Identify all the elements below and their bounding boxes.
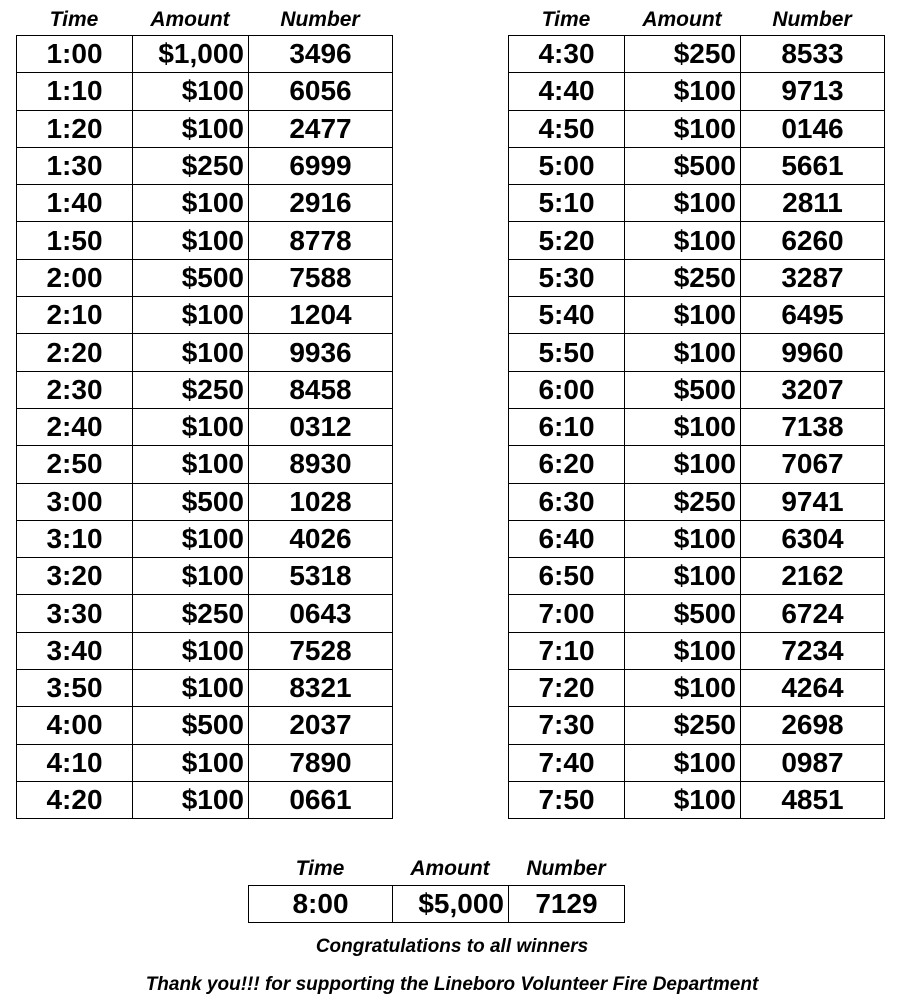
right-amount-cell: $250 (625, 36, 741, 73)
left-number-cell: 0643 (249, 595, 393, 632)
right-amount-cell: $100 (625, 632, 741, 669)
right-number-cell: 6495 (741, 297, 885, 334)
right-time-cell: 5:00 (509, 147, 625, 184)
left-number-cell: 2037 (249, 707, 393, 744)
grand-header-number: Number (526, 857, 606, 880)
left-amount-cell: $100 (133, 185, 249, 222)
right-amount-cell: $250 (625, 259, 741, 296)
left-number-cell: 3496 (249, 36, 393, 73)
right-time-cell: 5:40 (509, 297, 625, 334)
left-time-cell: 3:20 (17, 558, 133, 595)
right-time-cell: 5:10 (509, 185, 625, 222)
left-amount-cell: $250 (133, 595, 249, 632)
left-number-cell: 9936 (249, 334, 393, 371)
right-amount-cell: $100 (625, 334, 741, 371)
left-number-cell: 1028 (249, 483, 393, 520)
left-time-cell: 1:40 (17, 185, 133, 222)
right-amount-cell: $100 (625, 73, 741, 110)
right-number-cell: 0146 (741, 110, 885, 147)
left-number-cell: 8321 (249, 670, 393, 707)
left-table-row (17, 520, 393, 557)
grand-time-cell: 8:00 (249, 886, 393, 923)
left-amount-cell: $100 (133, 558, 249, 595)
left-time-cell: 2:00 (17, 259, 133, 296)
right-table-row (509, 222, 885, 259)
left-table-row (17, 558, 393, 595)
left-amount-cell: $100 (133, 334, 249, 371)
left-number-cell: 4026 (249, 520, 393, 557)
left-time-cell: 2:20 (17, 334, 133, 371)
right-table-row (509, 595, 885, 632)
left-amount-cell: $100 (133, 73, 249, 110)
right-amount-cell: $500 (625, 595, 741, 632)
right-number-cell: 7234 (741, 632, 885, 669)
right-table-row (509, 520, 885, 557)
right-number-cell: 5661 (741, 147, 885, 184)
left-number-cell: 7588 (249, 259, 393, 296)
left-time-cell: 4:10 (17, 744, 133, 781)
right-table-row (509, 371, 885, 408)
left-time-cell: 3:40 (17, 632, 133, 669)
right-header-amount: Amount (642, 8, 722, 31)
right-time-cell: 7:00 (509, 595, 625, 632)
right-time-cell: 5:30 (509, 259, 625, 296)
right-header-number: Number (772, 8, 852, 31)
right-amount-cell: $100 (625, 408, 741, 445)
right-amount-cell: $100 (625, 781, 741, 818)
left-time-cell: 2:50 (17, 446, 133, 483)
right-table-row (509, 334, 885, 371)
right-amount-cell: $500 (625, 371, 741, 408)
left-time-cell: 2:30 (17, 371, 133, 408)
right-time-cell: 5:50 (509, 334, 625, 371)
right-header-time: Time (541, 8, 591, 31)
right-number-cell: 9713 (741, 73, 885, 110)
left-amount-cell: $100 (133, 632, 249, 669)
right-number-cell: 6724 (741, 595, 885, 632)
right-number-cell: 9741 (741, 483, 885, 520)
right-table-row (509, 446, 885, 483)
right-number-cell: 4851 (741, 781, 885, 818)
right-table-row (509, 297, 885, 334)
left-amount-cell: $250 (133, 371, 249, 408)
grand-prize-row (249, 886, 625, 923)
left-number-cell: 2477 (249, 110, 393, 147)
left-number-cell: 7890 (249, 744, 393, 781)
left-number-cell: 8930 (249, 446, 393, 483)
left-table-row (17, 595, 393, 632)
congrats-text: Congratulations to all winners (315, 936, 589, 957)
left-table-row (17, 185, 393, 222)
left-header-number: Number (280, 8, 360, 31)
left-amount-cell: $100 (133, 520, 249, 557)
left-table-row (17, 371, 393, 408)
right-number-cell: 0987 (741, 744, 885, 781)
right-table-row (509, 36, 885, 73)
right-number-cell: 7138 (741, 408, 885, 445)
left-winners-table (16, 35, 393, 819)
right-number-cell: 4264 (741, 670, 885, 707)
left-number-cell: 6999 (249, 147, 393, 184)
left-header-amount: Amount (150, 8, 230, 31)
right-number-cell: 6260 (741, 222, 885, 259)
left-table-row (17, 483, 393, 520)
grand-number-cell: 7129 (509, 886, 625, 923)
right-amount-cell: $100 (625, 297, 741, 334)
grand-amount-cell: $5,000 (393, 886, 509, 923)
right-time-cell: 4:50 (509, 110, 625, 147)
right-amount-cell: $100 (625, 520, 741, 557)
left-table-row (17, 297, 393, 334)
left-number-cell: 0661 (249, 781, 393, 818)
right-number-cell: 2162 (741, 558, 885, 595)
left-time-cell: 3:10 (17, 520, 133, 557)
left-table-row (17, 670, 393, 707)
right-time-cell: 6:10 (509, 408, 625, 445)
left-time-cell: 1:30 (17, 147, 133, 184)
right-time-cell: 7:30 (509, 707, 625, 744)
right-table-row (509, 147, 885, 184)
right-number-cell: 6304 (741, 520, 885, 557)
right-table-row (509, 110, 885, 147)
left-number-cell: 8458 (249, 371, 393, 408)
left-time-cell: 1:20 (17, 110, 133, 147)
left-amount-cell: $100 (133, 446, 249, 483)
left-table-row (17, 446, 393, 483)
left-time-cell: 1:50 (17, 222, 133, 259)
right-time-cell: 7:20 (509, 670, 625, 707)
right-number-cell: 7067 (741, 446, 885, 483)
right-amount-cell: $100 (625, 185, 741, 222)
right-time-cell: 6:20 (509, 446, 625, 483)
right-table-row (509, 259, 885, 296)
left-amount-cell: $250 (133, 147, 249, 184)
right-amount-cell: $100 (625, 446, 741, 483)
grand-header-amount: Amount (410, 857, 490, 880)
left-table-row (17, 707, 393, 744)
left-amount-cell: $500 (133, 259, 249, 296)
right-amount-cell: $100 (625, 222, 741, 259)
left-time-cell: 2:10 (17, 297, 133, 334)
right-time-cell: 6:00 (509, 371, 625, 408)
left-time-cell: 4:20 (17, 781, 133, 818)
right-amount-cell: $250 (625, 483, 741, 520)
left-table-row (17, 781, 393, 818)
right-amount-cell: $100 (625, 558, 741, 595)
grand-header-time: Time (295, 857, 345, 880)
right-time-cell: 6:30 (509, 483, 625, 520)
right-amount-cell: $100 (625, 670, 741, 707)
left-amount-cell: $100 (133, 297, 249, 334)
right-table-row (509, 483, 885, 520)
right-table-row (509, 707, 885, 744)
left-amount-cell: $1,000 (133, 36, 249, 73)
right-winners-table (508, 35, 885, 819)
right-time-cell: 7:10 (509, 632, 625, 669)
left-time-cell: 1:00 (17, 36, 133, 73)
right-amount-cell: $100 (625, 744, 741, 781)
left-number-cell: 2916 (249, 185, 393, 222)
right-amount-cell: $250 (625, 707, 741, 744)
left-table-row (17, 222, 393, 259)
right-table-row (509, 408, 885, 445)
left-amount-cell: $100 (133, 781, 249, 818)
left-time-cell: 2:40 (17, 408, 133, 445)
left-amount-cell: $100 (133, 744, 249, 781)
right-number-cell: 8533 (741, 36, 885, 73)
left-time-cell: 3:50 (17, 670, 133, 707)
right-number-cell: 3287 (741, 259, 885, 296)
right-table-row (509, 185, 885, 222)
left-table-row (17, 259, 393, 296)
right-time-cell: 6:40 (509, 520, 625, 557)
right-number-cell: 9960 (741, 334, 885, 371)
right-time-cell: 5:20 (509, 222, 625, 259)
right-time-cell: 7:50 (509, 781, 625, 818)
left-number-cell: 6056 (249, 73, 393, 110)
right-time-cell: 4:40 (509, 73, 625, 110)
left-time-cell: 4:00 (17, 707, 133, 744)
right-time-cell: 4:30 (509, 36, 625, 73)
left-table-row (17, 408, 393, 445)
right-table-row (509, 558, 885, 595)
right-number-cell: 2811 (741, 185, 885, 222)
left-table-row (17, 73, 393, 110)
right-number-cell: 3207 (741, 371, 885, 408)
left-amount-cell: $100 (133, 408, 249, 445)
grand-prize-table (248, 885, 625, 923)
left-table-row (17, 147, 393, 184)
left-table-row (17, 110, 393, 147)
left-time-cell: 1:10 (17, 73, 133, 110)
left-table-row (17, 36, 393, 73)
left-amount-cell: $500 (133, 707, 249, 744)
right-table-row (509, 670, 885, 707)
left-number-cell: 1204 (249, 297, 393, 334)
left-table-row (17, 632, 393, 669)
left-amount-cell: $100 (133, 222, 249, 259)
right-table-row (509, 781, 885, 818)
left-number-cell: 8778 (249, 222, 393, 259)
left-number-cell: 0312 (249, 408, 393, 445)
left-time-cell: 3:00 (17, 483, 133, 520)
right-amount-cell: $100 (625, 110, 741, 147)
left-amount-cell: $100 (133, 110, 249, 147)
left-table-row (17, 744, 393, 781)
left-header-time: Time (49, 8, 99, 31)
right-time-cell: 7:40 (509, 744, 625, 781)
left-number-cell: 5318 (249, 558, 393, 595)
left-number-cell: 7528 (249, 632, 393, 669)
right-amount-cell: $500 (625, 147, 741, 184)
right-table-row (509, 744, 885, 781)
thanks-text: Thank you!!! for supporting the Lineboro Volunteer Fire Department (145, 974, 759, 995)
right-table-row (509, 632, 885, 669)
right-time-cell: 6:50 (509, 558, 625, 595)
right-table-row (509, 73, 885, 110)
right-number-cell: 2698 (741, 707, 885, 744)
left-amount-cell: $500 (133, 483, 249, 520)
left-amount-cell: $100 (133, 670, 249, 707)
left-table-row (17, 334, 393, 371)
left-time-cell: 3:30 (17, 595, 133, 632)
